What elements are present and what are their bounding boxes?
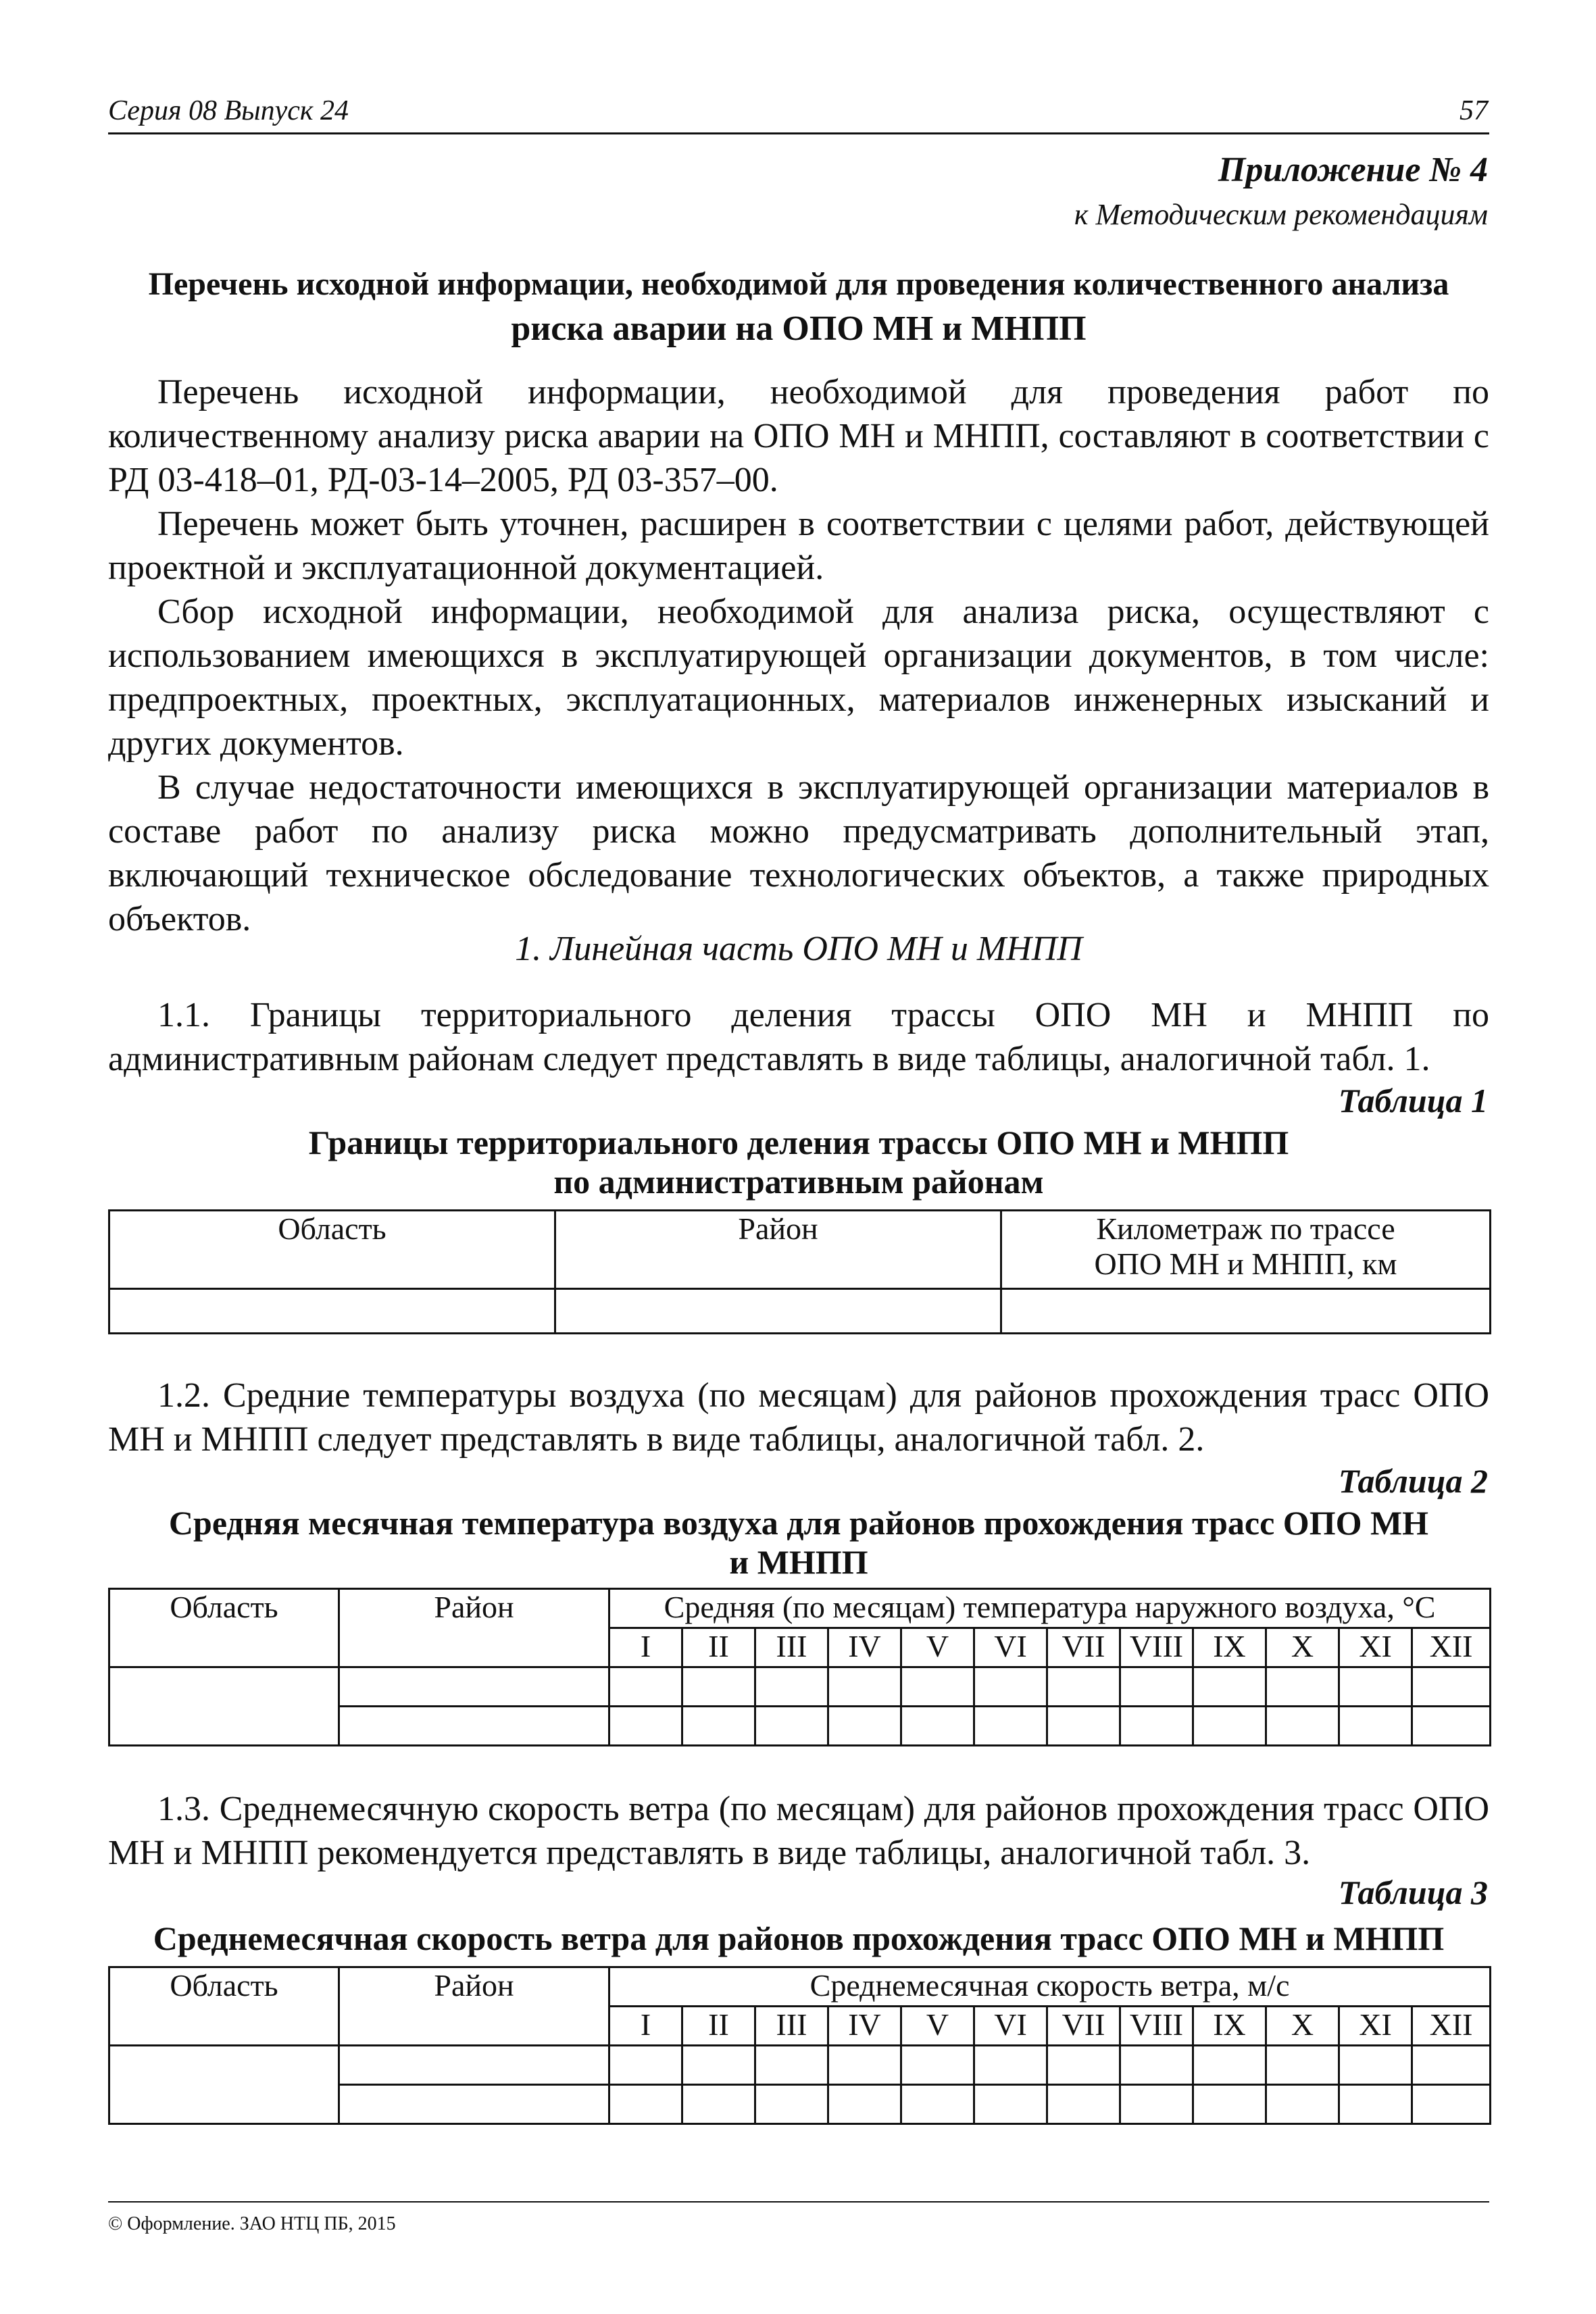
table3-title: Среднемесячная скорость ветра для районов прохождения трасс ОПО МН и МНПП xyxy=(153,1919,1445,1957)
table2-month: II xyxy=(682,1628,755,1667)
table3-label: Таблица 3 xyxy=(1338,1873,1488,1911)
table3-header-rayon: Район xyxy=(339,1967,609,2046)
table2-cell xyxy=(901,1667,974,1707)
table3-month: X xyxy=(1266,2007,1339,2046)
table3-month: XII xyxy=(1412,2007,1491,2046)
paragraph-1-1: 1.1. Границы территориального деления трассы ОПО МН и МНПП по административным районам следует представлять в виде таблицы, аналогичной табл. 1. xyxy=(108,996,1489,1078)
page-number: 57 xyxy=(1460,95,1488,126)
footer-divider xyxy=(108,2201,1489,2203)
table2-cell xyxy=(109,1667,339,1746)
table2-cell xyxy=(609,1707,682,1746)
table3-cell xyxy=(901,2046,974,2085)
table2-label: Таблица 2 xyxy=(1338,1462,1488,1500)
table2-cell xyxy=(1193,1667,1266,1707)
table2-header-group: Средняя (по месяцам) температура наружного воздуха, °С xyxy=(609,1589,1491,1628)
table1-label: Таблица 1 xyxy=(1338,1082,1488,1120)
table3-cell xyxy=(901,2085,974,2124)
table2-month: VII xyxy=(1047,1628,1120,1667)
table3-header-oblast: Область xyxy=(109,1967,339,2046)
table2-month: VIII xyxy=(1120,1628,1193,1667)
paragraph-2: Перечень может быть уточнен, расширен в соответствии с целями работ, действующей проектной и эксплуатационной документацией. xyxy=(108,505,1489,587)
table3-cell xyxy=(609,2046,682,2085)
table3-month: VIII xyxy=(1120,2007,1193,2046)
appendix-title: Приложение № 4 xyxy=(1218,151,1488,189)
table2 xyxy=(108,1588,1491,1746)
table2-cell xyxy=(755,1707,828,1746)
table2-cell xyxy=(1120,1667,1193,1707)
table2-title-line1: Средняя месячная температура воздуха для районов прохождения трасс ОПО МН xyxy=(168,1504,1429,1542)
table2-cell xyxy=(974,1707,1047,1746)
table2-title xyxy=(108,1503,1489,1582)
section-heading: 1. Линейная часть ОПО МН и МНПП xyxy=(515,930,1082,968)
header-divider xyxy=(108,132,1489,134)
table1-cell xyxy=(1001,1289,1491,1334)
table2-cell xyxy=(974,1667,1047,1707)
table3-cell xyxy=(755,2046,828,2085)
table2-cell xyxy=(609,1667,682,1707)
table1-title xyxy=(108,1123,1489,1201)
table2-month: IX xyxy=(1193,1628,1266,1667)
table1-header-oblast: Область xyxy=(109,1211,555,1289)
table3-cell xyxy=(974,2046,1047,2085)
series-label: Серия 08 Выпуск 24 xyxy=(108,95,349,126)
table2-cell xyxy=(828,1707,901,1746)
table3-month: IV xyxy=(828,2007,901,2046)
paragraph-4: В случае недостаточности имеющихся в эксплуатирующей организации материалов в составе работ по анализу риска можно предусматривать дополнительный этап, включающий техническое обследование технологических объектов, а также природных объектов. xyxy=(108,768,1489,938)
table1-title-line1: Границы территориального деления трассы ОПО МН и МНПП xyxy=(308,1124,1289,1161)
table2-cell xyxy=(1266,1667,1339,1707)
footer-copyright: © Оформление. ЗАО НТЦ ПБ, 2015 xyxy=(108,2213,396,2234)
paragraph-1: Перечень исходной информации, необходимой для проведения работ по количественному анализу риска аварии на ОПО МН и МНПП, составляют в соответствии с РД 03-418–01, РД-03-14–2005, РД 03-357–00. xyxy=(108,373,1489,499)
table2-month: IV xyxy=(828,1628,901,1667)
table2-month: III xyxy=(755,1628,828,1667)
appendix-subtitle: к Методическим рекомендациям xyxy=(1074,198,1488,231)
table3 xyxy=(108,1966,1491,2125)
table2-cell xyxy=(1047,1707,1120,1746)
table2-month: I xyxy=(609,1628,682,1667)
table3-header-group: Среднемесячная скорость ветра, м/с xyxy=(609,1967,1491,2007)
table2-cell xyxy=(1047,1667,1120,1707)
table2-header-rayon: Район xyxy=(339,1589,609,1667)
table2-month: X xyxy=(1266,1628,1339,1667)
table3-month: V xyxy=(901,2007,974,2046)
table3-cell xyxy=(1412,2046,1491,2085)
table3-cell xyxy=(109,2046,339,2124)
table2-cell xyxy=(1120,1707,1193,1746)
table2-cell xyxy=(1339,1667,1412,1707)
table1-title-line2: по административным районам xyxy=(553,1163,1044,1201)
table1-cell xyxy=(109,1289,555,1334)
table3-cell xyxy=(755,2085,828,2124)
document-title-line1: Перечень исходной информации, необходимой для проведения количественного анализа xyxy=(148,266,1449,302)
table1 xyxy=(108,1209,1491,1334)
table1-header-km-line1: Километраж по трассе xyxy=(1096,1211,1395,1246)
table3-month: VI xyxy=(974,2007,1047,2046)
paragraph-1-2: 1.2. Средние температуры воздуха (по месяцам) для районов прохождения трасс ОПО МН и МНПП следует представлять в виде таблицы, аналогичной табл. 2. xyxy=(108,1376,1489,1459)
table1-header-km xyxy=(1001,1211,1491,1289)
table2-cell xyxy=(1266,1707,1339,1746)
table3-cell xyxy=(1412,2085,1491,2124)
table3-month: I xyxy=(609,2007,682,2046)
table3-cell xyxy=(682,2085,755,2124)
table3-month: II xyxy=(682,2007,755,2046)
table3-cell xyxy=(1339,2085,1412,2124)
table1-header-km-line2: ОПО МН и МНПП, км xyxy=(1094,1247,1397,1281)
table2-month: V xyxy=(901,1628,974,1667)
table2-cell xyxy=(901,1707,974,1746)
table2-cell xyxy=(682,1667,755,1707)
table1-cell xyxy=(555,1289,1001,1334)
table2-cell xyxy=(339,1707,609,1746)
table3-cell xyxy=(974,2085,1047,2124)
document-title-line2: риска аварии на ОПО МН и МНПП xyxy=(511,309,1087,348)
paragraph-3: Сбор исходной информации, необходимой для анализа риска, осуществляют с использованием имеющихся в эксплуатирующей организации документов, в том числе: предпроектных, проектных, эксплуатационных, материалов инженерных изысканий и других документов. xyxy=(108,593,1489,763)
paragraph-1-3: 1.3. Среднемесячную скорость ветра (по месяцам) для районов прохождения трасс ОПО МН и МНПП рекомендуется представлять в виде таблицы, аналогичной табл. 3. xyxy=(108,1790,1489,1872)
table3-cell xyxy=(1266,2085,1339,2124)
table2-cell xyxy=(1412,1667,1491,1707)
table2-title-line2: и МНПП xyxy=(729,1543,868,1581)
table2-cell xyxy=(1339,1707,1412,1746)
table3-month: XI xyxy=(1339,2007,1412,2046)
table3-cell xyxy=(609,2085,682,2124)
table2-cell xyxy=(755,1667,828,1707)
table3-cell xyxy=(1120,2046,1193,2085)
table2-header-oblast: Область xyxy=(109,1589,339,1667)
table2-month: XII xyxy=(1412,1628,1491,1667)
table3-cell xyxy=(1047,2085,1120,2124)
table2-month: VI xyxy=(974,1628,1047,1667)
document-title xyxy=(108,262,1489,351)
table3-cell xyxy=(339,2085,609,2124)
table3-cell xyxy=(1120,2085,1193,2124)
table3-cell xyxy=(1193,2085,1266,2124)
table3-cell xyxy=(682,2046,755,2085)
table2-cell xyxy=(828,1667,901,1707)
table3-cell xyxy=(828,2085,901,2124)
table2-month: XI xyxy=(1339,1628,1412,1667)
table3-month: IX xyxy=(1193,2007,1266,2046)
table2-cell xyxy=(1412,1707,1491,1746)
table2-cell xyxy=(339,1667,609,1707)
table1-header-rayon: Район xyxy=(555,1211,1001,1289)
table3-cell xyxy=(1047,2046,1120,2085)
table3-cell xyxy=(1266,2046,1339,2085)
table3-month: VII xyxy=(1047,2007,1120,2046)
table3-cell xyxy=(1193,2046,1266,2085)
table3-cell xyxy=(339,2046,609,2085)
table2-cell xyxy=(1193,1707,1266,1746)
table3-cell xyxy=(828,2046,901,2085)
table3-month: III xyxy=(755,2007,828,2046)
table2-cell xyxy=(682,1707,755,1746)
table3-cell xyxy=(1339,2046,1412,2085)
